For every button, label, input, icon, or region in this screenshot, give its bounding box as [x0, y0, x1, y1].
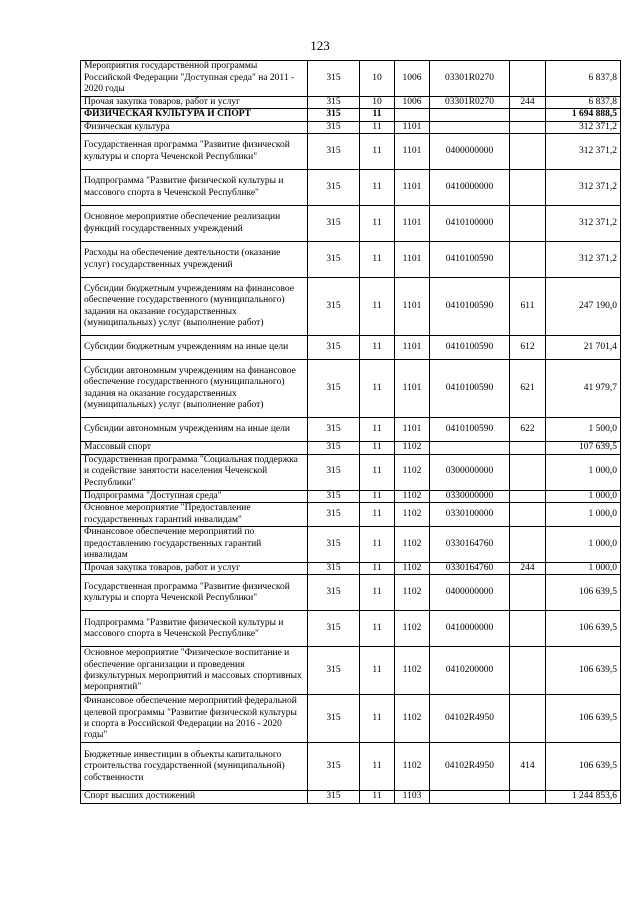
- section-code: 11: [360, 695, 395, 743]
- amount: 106 639,5: [546, 611, 621, 647]
- amount: 106 639,5: [546, 575, 621, 611]
- subsection-code: 1102: [395, 611, 430, 647]
- page-number: 123: [310, 38, 330, 53]
- target-article-code: 0410000000: [430, 170, 510, 206]
- target-article-code: 0410100590: [430, 418, 510, 442]
- target-article-code: 0330100000: [430, 503, 510, 527]
- table-row: [81, 97, 621, 109]
- section-code: 10: [360, 97, 395, 109]
- section-code: 11: [360, 418, 395, 442]
- target-article-code: 0300000000: [430, 454, 510, 490]
- grbs-code: 315: [308, 278, 360, 336]
- table-row: [81, 242, 621, 278]
- expense-type-code: [510, 109, 546, 121]
- subsection-code: 1101: [395, 360, 430, 418]
- table-row: [81, 442, 621, 454]
- target-article-code: 0410100590: [430, 336, 510, 360]
- expense-type-code: 244: [510, 563, 546, 575]
- grbs-code: 315: [308, 134, 360, 170]
- amount: 6 837,8: [546, 97, 621, 109]
- subsection-code: 1101: [395, 418, 430, 442]
- section-code: 11: [360, 503, 395, 527]
- target-article-code: 04102R4950: [430, 695, 510, 743]
- item-name: Расходы на обеспечение деятельности (оказание услуг) государственных учреждений: [81, 242, 308, 278]
- section-code: 11: [360, 170, 395, 206]
- item-name: Финансовое обеспечение мероприятий по предоставлению государственных гарантий инвалидам: [81, 527, 308, 563]
- grbs-code: 315: [308, 527, 360, 563]
- amount: 312 371,2: [546, 206, 621, 242]
- expense-type-code: [510, 134, 546, 170]
- expense-type-code: [510, 206, 546, 242]
- section-code: 11: [360, 121, 395, 133]
- target-article-code: 0400000000: [430, 134, 510, 170]
- item-name: Подпрограмма "Доступная среда": [81, 490, 308, 502]
- target-article-code: 0410100590: [430, 278, 510, 336]
- table-row: [81, 490, 621, 502]
- target-article-code: 0330164760: [430, 563, 510, 575]
- amount: 6 837,8: [546, 61, 621, 97]
- section-code: 11: [360, 109, 395, 121]
- expense-type-code: [510, 527, 546, 563]
- subsection-code: 1101: [395, 170, 430, 206]
- section-code: 11: [360, 490, 395, 502]
- section-code: 11: [360, 743, 395, 791]
- table-row: [81, 575, 621, 611]
- item-name: Субсидии бюджетным учреждениям на финансовое обеспечение государственного (муниципального) задания на оказание государственных (муниципальных) услуг (выполнение работ): [81, 278, 308, 336]
- section-code: 11: [360, 134, 395, 170]
- expense-type-code: [510, 490, 546, 502]
- target-article-code: 0400000000: [430, 575, 510, 611]
- grbs-code: 315: [308, 242, 360, 278]
- subsection-code: 1102: [395, 743, 430, 791]
- section-code: 11: [360, 336, 395, 360]
- grbs-code: 315: [308, 109, 360, 121]
- grbs-code: 315: [308, 442, 360, 454]
- amount: 1 694 888,5: [546, 109, 621, 121]
- expense-type-code: [510, 791, 546, 803]
- grbs-code: 315: [308, 206, 360, 242]
- subsection-code: 1101: [395, 206, 430, 242]
- amount: 312 371,2: [546, 121, 621, 133]
- target-article-code: 04102R4950: [430, 743, 510, 791]
- budget-table: [80, 60, 621, 804]
- subsection-code: 1102: [395, 454, 430, 490]
- expense-type-code: [510, 121, 546, 133]
- amount: 312 371,2: [546, 242, 621, 278]
- amount: 312 371,2: [546, 170, 621, 206]
- item-name: Спорт высших достижений: [81, 791, 308, 803]
- item-name: Основное мероприятие обеспечение реализации функций государственных учреждений: [81, 206, 308, 242]
- target-article-code: 0410100000: [430, 206, 510, 242]
- target-article-code: 0330000000: [430, 490, 510, 502]
- item-name: Государственная программа "Развитие физической культуры и спорта Чеченской Республики": [81, 134, 308, 170]
- section-code: 11: [360, 442, 395, 454]
- subsection-code: 1101: [395, 134, 430, 170]
- subsection-code: 1102: [395, 442, 430, 454]
- item-name: Финансовое обеспечение мероприятий федеральной целевой программы "Развитие физической культуры и спорта в Российской Федерации на 2016 - 2020 годы": [81, 695, 308, 743]
- amount: 41 979,7: [546, 360, 621, 418]
- table-row: [81, 109, 621, 121]
- item-name: Государственная программа "Социальная поддержка и содействие занятости населения Чеченской Республики": [81, 454, 308, 490]
- section-code: 10: [360, 61, 395, 97]
- subsection-code: 1102: [395, 503, 430, 527]
- grbs-code: 315: [308, 454, 360, 490]
- subsection-code: 1102: [395, 490, 430, 502]
- subsection-code: 1103: [395, 791, 430, 803]
- amount: 1 000,0: [546, 490, 621, 502]
- expense-type-code: 612: [510, 336, 546, 360]
- expense-type-code: [510, 454, 546, 490]
- expense-type-code: [510, 170, 546, 206]
- subsection-code: 1102: [395, 575, 430, 611]
- expense-type-code: [510, 611, 546, 647]
- table-row: [81, 695, 621, 743]
- item-name: Мероприятия государственной программы Российской Федерации "Доступная среда" на 2011 - 2020 годы: [81, 61, 308, 97]
- expense-type-code: [510, 503, 546, 527]
- amount: 1 000,0: [546, 503, 621, 527]
- grbs-code: 315: [308, 336, 360, 360]
- subsection-code: 1006: [395, 97, 430, 109]
- amount: 312 371,2: [546, 134, 621, 170]
- amount: 1 000,0: [546, 454, 621, 490]
- target-article-code: [430, 121, 510, 133]
- subsection-code: 1101: [395, 336, 430, 360]
- grbs-code: 315: [308, 575, 360, 611]
- section-code: 11: [360, 647, 395, 695]
- item-name: Прочая закупка товаров, работ и услуг: [81, 97, 308, 109]
- item-name: Субсидии бюджетным учреждениям на иные цели: [81, 336, 308, 360]
- amount: 106 639,5: [546, 695, 621, 743]
- grbs-code: 315: [308, 695, 360, 743]
- expense-type-code: [510, 242, 546, 278]
- subsection-code: 1101: [395, 121, 430, 133]
- amount: 1 500,0: [546, 418, 621, 442]
- section-code: 11: [360, 454, 395, 490]
- table-row: [81, 563, 621, 575]
- target-article-code: 0330164760: [430, 527, 510, 563]
- section-code: 11: [360, 527, 395, 563]
- amount: 1 000,0: [546, 563, 621, 575]
- table-row: [81, 134, 621, 170]
- section-code: 11: [360, 563, 395, 575]
- table-row: [81, 360, 621, 418]
- subsection-code: 1102: [395, 647, 430, 695]
- table-row: [81, 611, 621, 647]
- subsection-code: 1101: [395, 242, 430, 278]
- table-row: [81, 527, 621, 563]
- table-row: [81, 206, 621, 242]
- item-name: Прочая закупка товаров, работ и услуг: [81, 563, 308, 575]
- amount: 247 190,0: [546, 278, 621, 336]
- section-code: 11: [360, 242, 395, 278]
- expense-type-code: 622: [510, 418, 546, 442]
- grbs-code: 315: [308, 121, 360, 133]
- grbs-code: 315: [308, 743, 360, 791]
- item-name: Физическая культура: [81, 121, 308, 133]
- table-row: [81, 278, 621, 336]
- expense-type-code: [510, 695, 546, 743]
- expense-type-code: [510, 575, 546, 611]
- target-article-code: 0410100590: [430, 360, 510, 418]
- target-article-code: 0410000000: [430, 611, 510, 647]
- expense-type-code: [510, 647, 546, 695]
- item-name: Бюджетные инвестиции в объекты капитального строительства государственной (муниципальной) собственности: [81, 743, 308, 791]
- grbs-code: 315: [308, 490, 360, 502]
- expense-type-code: 414: [510, 743, 546, 791]
- table-row: [81, 336, 621, 360]
- item-name: Массовый спорт: [81, 442, 308, 454]
- table-row: [81, 503, 621, 527]
- table-row: [81, 170, 621, 206]
- grbs-code: 315: [308, 418, 360, 442]
- grbs-code: 315: [308, 97, 360, 109]
- item-name: Субсидии автономным учреждениям на иные цели: [81, 418, 308, 442]
- section-code: 11: [360, 206, 395, 242]
- table-row: [81, 61, 621, 97]
- section-code: 11: [360, 611, 395, 647]
- subsection-code: 1101: [395, 278, 430, 336]
- grbs-code: 315: [308, 563, 360, 575]
- amount: 106 639,5: [546, 743, 621, 791]
- grbs-code: 315: [308, 647, 360, 695]
- section-code: 11: [360, 791, 395, 803]
- subsection-code: 1102: [395, 695, 430, 743]
- expense-type-code: [510, 61, 546, 97]
- expense-type-code: 621: [510, 360, 546, 418]
- table-row: [81, 791, 621, 803]
- item-name: Основное мероприятие "Предоставление государственных гарантий инвалидам": [81, 503, 308, 527]
- table-row: [81, 647, 621, 695]
- expense-type-code: 244: [510, 97, 546, 109]
- item-name: Основное мероприятие "Физическое воспитание и обеспечение организации и проведения физкультурных мероприятий и массовых спортивных мероприятий": [81, 647, 308, 695]
- expense-type-code: [510, 442, 546, 454]
- amount: 1 000,0: [546, 527, 621, 563]
- item-name: Субсидии автономным учреждениям на финансовое обеспечение государственного (муниципального) задания на оказание государственных (муниципальных) услуг (выполнение работ): [81, 360, 308, 418]
- section-code: 11: [360, 360, 395, 418]
- table-row: [81, 454, 621, 490]
- grbs-code: 315: [308, 503, 360, 527]
- amount: 21 701,4: [546, 336, 621, 360]
- amount: 106 639,5: [546, 647, 621, 695]
- item-name: Подпрограмма "Развитие физической культуры и массового спорта в Чеченской Республике": [81, 611, 308, 647]
- table-row: [81, 418, 621, 442]
- section-code: 11: [360, 278, 395, 336]
- amount: 107 639,5: [546, 442, 621, 454]
- target-article-code: [430, 109, 510, 121]
- table-row: [81, 743, 621, 791]
- subsection-code: 1102: [395, 563, 430, 575]
- grbs-code: 315: [308, 170, 360, 206]
- subsection-code: 1102: [395, 527, 430, 563]
- target-article-code: 03301R0270: [430, 97, 510, 109]
- table-row: [81, 121, 621, 133]
- amount: 1 244 853,6: [546, 791, 621, 803]
- grbs-code: 315: [308, 791, 360, 803]
- item-name: ФИЗИЧЕСКАЯ КУЛЬТУРА И СПОРТ: [81, 109, 308, 121]
- target-article-code: 0410100590: [430, 242, 510, 278]
- section-code: 11: [360, 575, 395, 611]
- expense-type-code: 611: [510, 278, 546, 336]
- target-article-code: 0410200000: [430, 647, 510, 695]
- target-article-code: 03301R0270: [430, 61, 510, 97]
- grbs-code: 315: [308, 61, 360, 97]
- target-article-code: [430, 442, 510, 454]
- item-name: Подпрограмма "Развитие физической культуры и массового спорта в Чеченской Республике": [81, 170, 308, 206]
- grbs-code: 315: [308, 611, 360, 647]
- subsection-code: [395, 109, 430, 121]
- target-article-code: [430, 791, 510, 803]
- grbs-code: 315: [308, 360, 360, 418]
- item-name: Государственная программа "Развитие физической культуры и спорта Чеченской Республики": [81, 575, 308, 611]
- subsection-code: 1006: [395, 61, 430, 97]
